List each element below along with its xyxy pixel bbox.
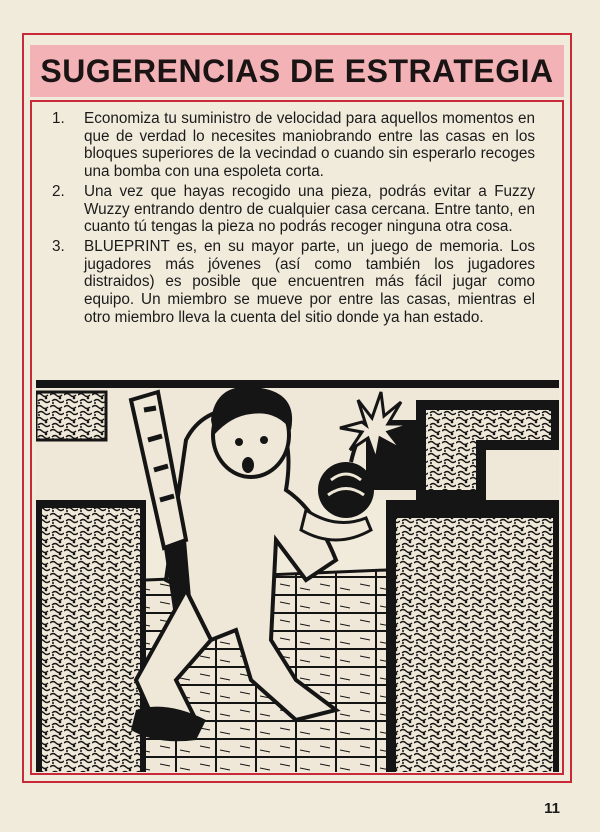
tip-text: Una vez que hayas recogido una pieza, podrás evitar a Fuzzy Wuzzy entrando dentro de cualquier casa cercana. Entre tanto, en cuanto tú tengas la pieza no podrás recoger ninguna otra cosa. [84,182,535,236]
list-item [52,183,535,236]
strategy-tips-list [52,110,535,328]
list-item [52,238,535,327]
maze-illustration [36,380,559,772]
list-item [52,110,535,181]
page-number: 11 [544,800,560,817]
tip-text: Economiza tu suministro de velocidad para aquellos momentos en que de verdad lo necesites maniobrando entre las casas en los bloques superiores de la vecindad o cuando sin esperarlo recoges una bomba con una espoleta corta. [84,110,535,181]
page-title: SUGERENCIAS DE ESTRATEGIA [40,52,554,89]
tip-number: 3. [52,237,65,255]
title-banner [30,45,564,97]
tip-text: BLUEPRINT es, en su mayor parte, un juego de memoria. Los jugadores más jóvenes (así como también los jugadores distraidos) es posible que encuentren más fácil jugar como equipo. Un miembro se mueve por entre las casas, mientras el otro miembro lleva la cuenta del sitio donde ya han estado. [84,237,535,326]
tip-number: 2. [52,182,65,200]
tip-number: 1. [52,110,65,127]
